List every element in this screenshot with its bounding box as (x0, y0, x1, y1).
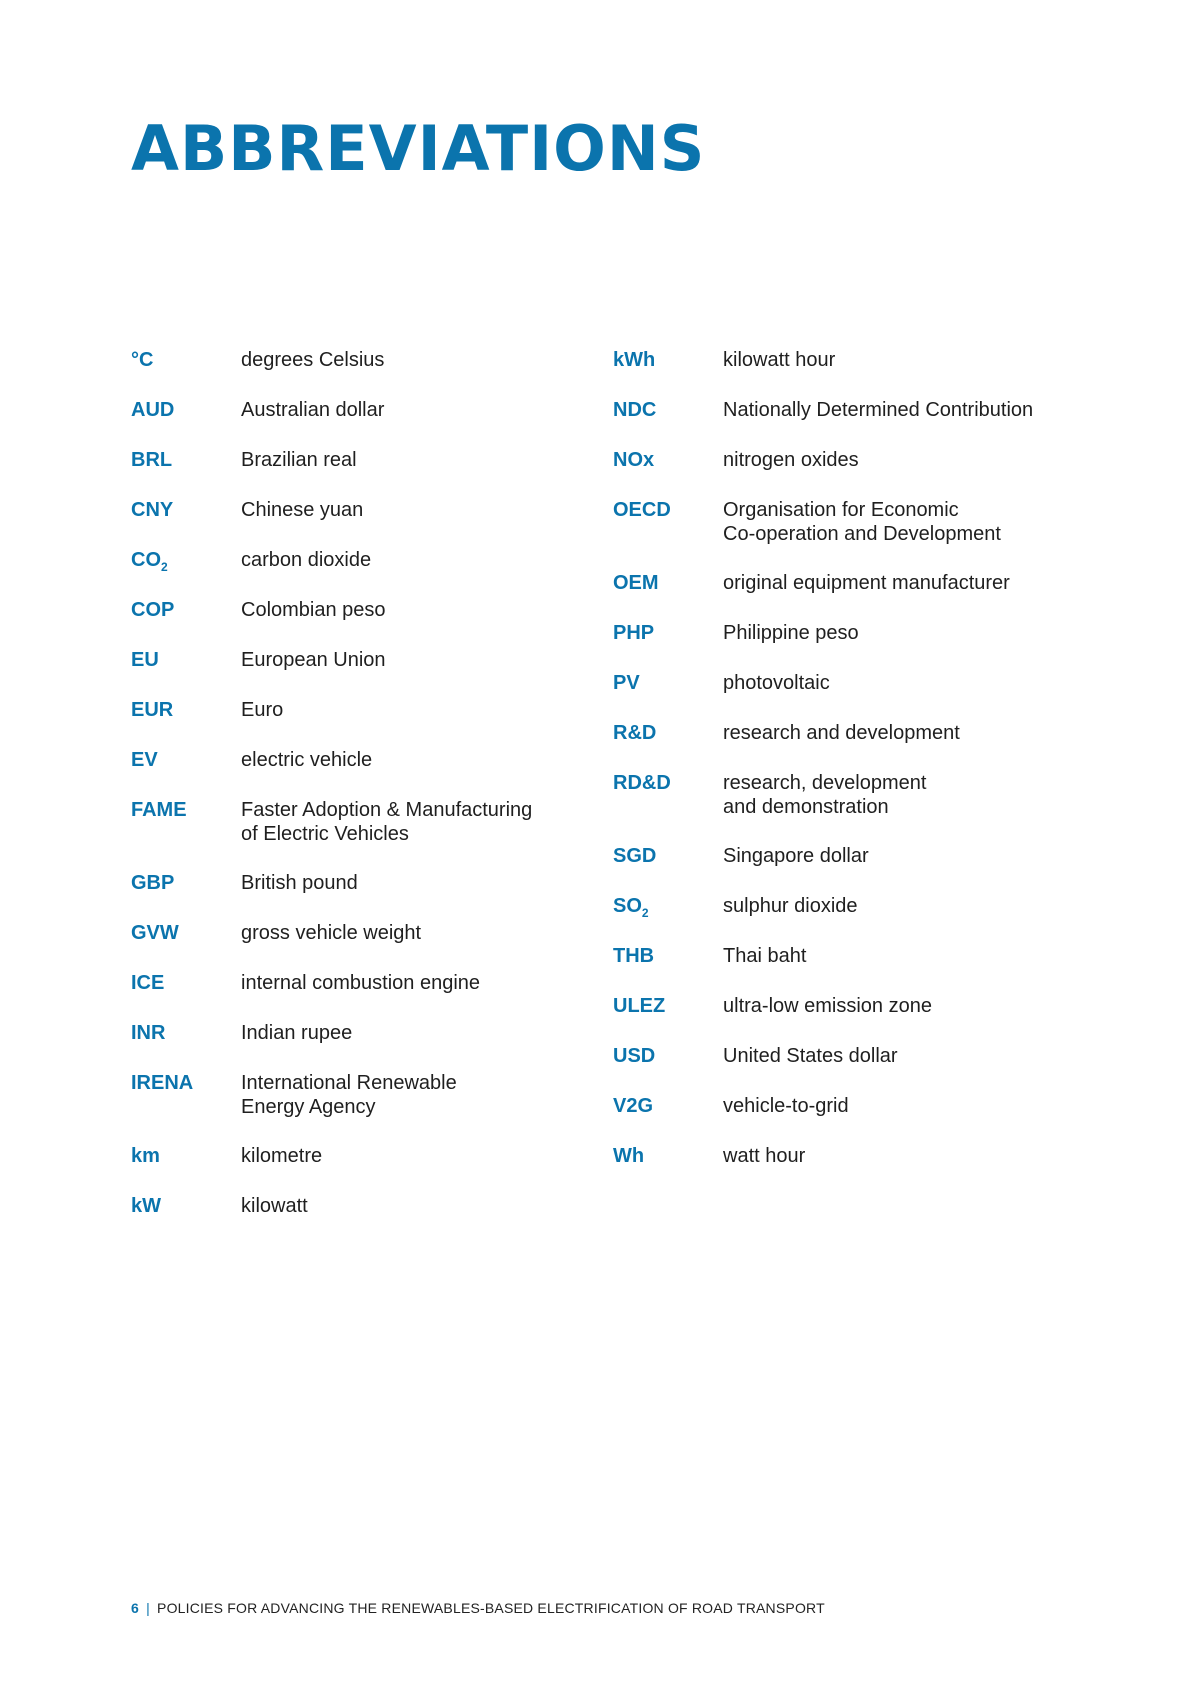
abbreviation-definition: research and development (723, 722, 960, 744)
abbreviation-definition: ultra-low emission zone (723, 995, 932, 1017)
abbreviation-definition: European Union (241, 649, 386, 671)
abbreviation-term: $SO_2$ (613, 895, 649, 920)
abbreviation-term: kWh (613, 349, 656, 371)
abbreviation-definition: degrees Celsius (241, 349, 385, 371)
abbreviation-term: $CO_2$ (131, 549, 168, 574)
abbreviation-definition: research, development and demonstration (723, 772, 927, 818)
abbreviation-term: V2G (613, 1095, 654, 1117)
abbreviation-definition: Faster Adoption & Manufacturing of Electric Vehicles (241, 799, 533, 845)
abbreviation-definition: Chinese yuan (241, 499, 364, 521)
abbreviation-term: COP (131, 599, 175, 621)
page-title: ABBREVIATIONS (131, 112, 706, 185)
abbreviation-term: FAME (131, 799, 187, 821)
abbreviation-term: PHP (613, 622, 655, 644)
abbreviation-term: IRENA (131, 1072, 194, 1094)
abbreviation-definition: electric vehicle (241, 749, 373, 771)
abbreviation-definition: internal combustion engine (241, 972, 481, 994)
abbreviation-definition: nitrogen oxides (723, 449, 859, 471)
abbreviation-definition: Thai baht (723, 945, 807, 967)
abbreviation-term: OECD (613, 499, 671, 521)
abbreviation-term: PV (613, 672, 640, 694)
abbreviation-term: °C (131, 349, 154, 371)
abbreviation-term: AUD (131, 399, 175, 421)
abbreviation-term: THB (613, 945, 655, 967)
abbreviation-term: NDC (613, 399, 657, 421)
footer-text: POLICIES FOR ADVANCING THE RENEWABLES-BASED ELECTRIFICATION OF ROAD TRANSPORT (157, 1600, 825, 1616)
abbreviation-definition: International Renewable Energy Agency (241, 1072, 457, 1118)
abbreviation-term: OEM (613, 572, 659, 594)
abbreviation-definition: Australian dollar (241, 399, 385, 421)
abbreviation-definition: Euro (241, 699, 284, 721)
abbreviation-definition: gross vehicle weight (241, 922, 422, 944)
abbreviation-definition: kilowatt (241, 1195, 308, 1217)
page-number: 6 (131, 1600, 139, 1616)
abbreviation-term: R&D (613, 722, 657, 744)
abbreviation-definition: United States dollar (723, 1045, 898, 1067)
abbreviation-definition: kilometre (241, 1145, 323, 1167)
abbreviation-term: NOx (613, 449, 655, 471)
abbreviation-term: BRL (131, 449, 173, 471)
abbreviation-term: km (131, 1145, 160, 1167)
abbreviation-term: CNY (131, 499, 174, 521)
abbreviation-definition: Indian rupee (241, 1022, 353, 1044)
abbreviation-term: ICE (131, 972, 165, 994)
abbreviation-term: GBP (131, 872, 175, 894)
abbreviation-definition: Philippine peso (723, 622, 859, 644)
abbreviation-term: EV (131, 749, 158, 771)
footer-separator: | (146, 1600, 150, 1616)
abbreviation-definition: Brazilian real (241, 449, 357, 471)
abbreviation-term: EU (131, 649, 159, 671)
abbreviation-term: RD&D (613, 772, 671, 794)
abbreviation-definition: Singapore dollar (723, 845, 869, 867)
abbreviation-definition: Colombian peso (241, 599, 386, 621)
page-footer (131, 1600, 825, 1616)
abbreviation-term: Wh (613, 1145, 645, 1167)
abbreviation-term: EUR (131, 699, 174, 721)
abbreviation-term: kW (131, 1195, 161, 1217)
abbreviation-definition: sulphur dioxide (723, 895, 858, 917)
abbreviation-term: GVW (131, 922, 179, 944)
abbreviation-definition: British pound (241, 872, 358, 894)
abbreviation-term: INR (131, 1022, 166, 1044)
abbreviation-definition: Organisation for Economic Co-operation and Development (723, 499, 1001, 545)
abbreviation-definition: kilowatt hour (723, 349, 836, 371)
abbreviation-term: USD (613, 1045, 656, 1067)
abbreviation-definition: photovoltaic (723, 672, 830, 694)
abbreviation-definition: vehicle-to-grid (723, 1095, 849, 1117)
abbreviation-term: SGD (613, 845, 657, 867)
abbreviation-definition: original equipment manufacturer (723, 572, 1010, 594)
abbreviation-definition: carbon dioxide (241, 549, 372, 571)
abbreviation-definition: watt hour (723, 1145, 806, 1167)
abbreviation-definition: Nationally Determined Contribution (723, 399, 1034, 421)
abbreviation-term: ULEZ (613, 995, 666, 1017)
